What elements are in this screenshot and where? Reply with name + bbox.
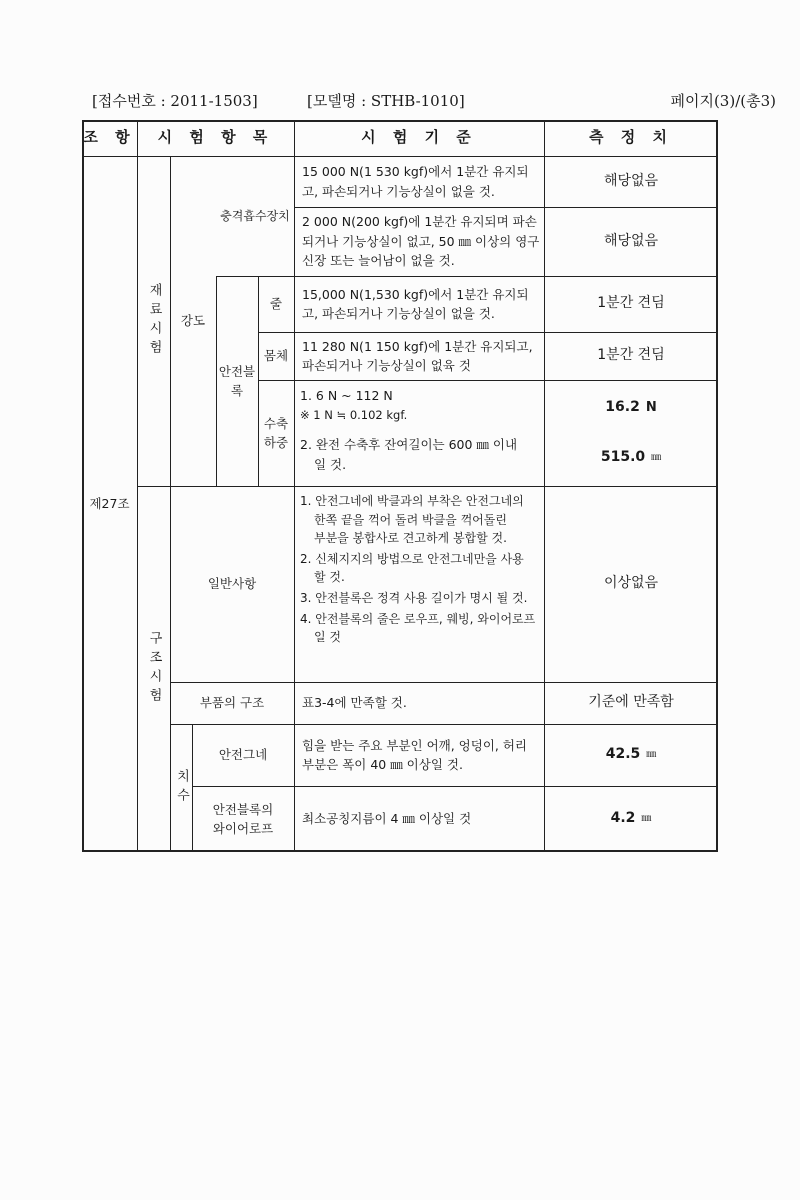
criteria-parts: 표3-4에 만족할 것.: [302, 695, 407, 711]
measured-harness-unit: ㎜: [646, 749, 657, 761]
measured-retract2: [544, 438, 718, 478]
measured-shock2: 해당없음: [603, 232, 659, 249]
measured-shock1: 해당없음: [603, 172, 659, 189]
dimension-label: 치수: [174, 769, 190, 807]
page-indicator: 페이지(3)/(총3): [670, 92, 776, 110]
measured-body: 1분간 견딤: [597, 347, 665, 364]
criteria-general-1: 1. 안전그네에 박클과의 부착은 안전그네의 한쪽 끝을 꺽어 돌려 박클을 꺽어돌린 부분을 봉합사로 견고하게 봉합할 것.: [300, 494, 524, 546]
measured-retract1: [544, 388, 718, 428]
clause-label: 제27조: [89, 496, 130, 512]
general-label: 일반사항: [207, 576, 257, 592]
rope-label: 줄: [269, 296, 283, 312]
measured-general: 이상없음: [603, 575, 659, 592]
structure-test-label: 구조시험: [146, 631, 162, 707]
measured-retract2-unit: ㎜: [651, 452, 662, 464]
criteria-retract-2: 2. 완전 수축후 잔여길이는 600 ㎜ 이내 일 것.: [300, 437, 518, 472]
criteria-rope: 15,000 N(1,530 kgf)에서 1분간 유지되고, 파손되거나 기능상실이 없을 것.: [302, 286, 529, 321]
header-test-item: 시 험 항 목: [157, 128, 274, 147]
criteria-retract-1: 1. 6 N ~ 112 N: [300, 388, 393, 403]
measured-retract1-unit: N: [645, 399, 657, 415]
retract-load-label: 수축하중: [263, 415, 289, 450]
criteria-general: [294, 486, 544, 682]
block-wire-label: 안전블록의 와이어로프: [212, 801, 274, 836]
criteria-harness: 힘을 받는 주요 부분인 어깨, 엉덩이, 허리 부분은 폭이 40 ㎜ 이상일 것.: [302, 737, 527, 772]
header-measured: 측 정 치: [589, 128, 673, 147]
criteria-general-3: 3. 안전블록은 정격 사용 길이가 명시 될 것.: [300, 590, 528, 605]
header-criteria: 시 험 기 준: [361, 128, 477, 147]
measured-wire-unit: ㎜: [641, 813, 652, 825]
criteria-retract-note: ※ 1 N ≒ 0.102 kgf.: [300, 408, 408, 423]
measured-harness-value: 42.5: [605, 746, 641, 763]
model-name: [모델명 : STHB-1010]: [307, 92, 465, 110]
header-clause: 조 항: [83, 128, 136, 147]
criteria-general-4: 4. 안전블록의 줄은 로우프, 웨빙, 와이어로프 일 것: [300, 611, 536, 645]
safety-block-label: 안전블록: [218, 363, 256, 398]
test-result-table: [82, 120, 718, 852]
harness-label: 안전그네: [218, 747, 268, 763]
criteria-shock2: 2 000 N(200 kgf)에 1분간 유지되며 파손되거나 기능상실이 없고, 50 ㎜ 이상의 영구신장 또는 늘어남이 없을 것.: [302, 214, 540, 269]
criteria-body: 11 280 N(1 150 kgf)에 1분간 유지되고, 파손되거나 기능상실이 없육 것: [302, 338, 533, 373]
receipt-number: [접수번호 : 2011-1503]: [92, 92, 258, 110]
measured-retract1-value: 16.2: [605, 399, 640, 416]
measured-parts: 기준에 만족함: [588, 694, 674, 711]
body-label: 몸체: [263, 348, 289, 364]
criteria-wire: 최소공칭지름이 4 ㎜ 이상일 것: [302, 811, 472, 827]
measured-retract2-value: 515.0: [600, 449, 646, 466]
criteria-retract: [294, 380, 544, 486]
strength-label: 강도: [180, 313, 206, 329]
material-test-label: 재료시험: [146, 283, 162, 359]
measured-harness: [544, 724, 718, 786]
measured-wire: [544, 786, 718, 852]
criteria-shock1: 15 000 N(1 530 kgf)에서 1분간 유지되고, 파손되거나 기능상실이 없을 것.: [302, 164, 529, 199]
criteria-general-2: 2. 신체지지의 방법으로 안전그네만을 사용 할 것.: [300, 551, 524, 585]
measured-wire-value: 4.2: [610, 810, 636, 827]
measured-rope: 1분간 견딤: [597, 295, 665, 312]
shock-absorber-label: 충격흡수장치: [220, 208, 290, 223]
parts-structure-label: 부품의 구조: [199, 695, 265, 711]
